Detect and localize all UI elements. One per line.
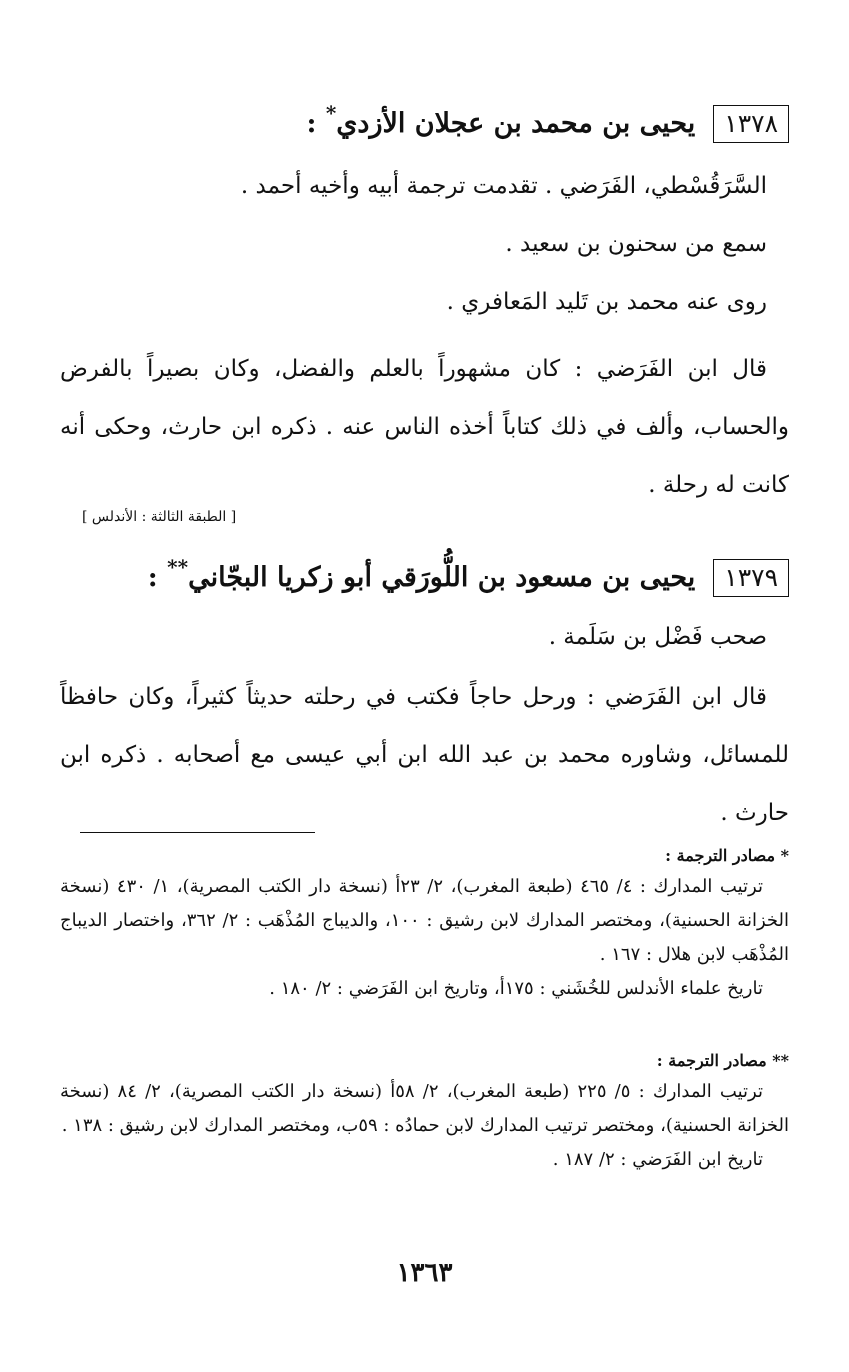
footnote-rule [80,832,315,833]
body-line: صحب فَضْل بن سَلَمة . [548,624,767,650]
entry-1378 [60,101,789,144]
sources-paragraph: ترتيب المدارك : ٤/ ٤٦٥ (طبعة المغرب)، ٢/ ٢٣أ (نسخة دار الكتب المصرية)، ١/ ٤٣٠ (نسخة الخزانة الحسنية)، ومختصر المدارك لابن رشيق : ١٠٠، والديباج المُذْهَب : ٢/ ٣٦٢، واختصار الديباج المُذْهَب لابن هلال : ١٦٧ . [60,876,789,965]
body-line: روى عنه محمد بن تَليد المَعافري . [446,289,767,315]
entry-title [147,555,696,598]
body-paragraph: قال ابن الفَرَضي : كان مشهوراً بالعلم والفضل، وكان بصيراً بالفرض والحساب، وألف في ذلك كتاباً أخذه الناس عنه . ذكره ابن حارث، وحكى أنه كانت له رحلة . [60,356,789,498]
sources-heading: * مصادر الترجمة : [665,846,789,865]
entry-name: يحيى بن محمد بن عجلان الأزدي [336,108,696,139]
entry-1378-heading [60,101,789,144]
sources-2 [60,1047,789,1177]
sources-1 [60,842,789,1006]
entry-number-box: ١٣٧٩ [713,559,789,597]
heading-colon: : [147,562,158,593]
body-line: السَّرَقُسْطي، الفَرَضي . تقدمت ترجمة أبيه وأخيه أحمد . [240,173,767,199]
sources-line: تاريخ علماء الأندلس للخُشَني : ١٧٥أ، وتاريخ ابن الفَرَضي : ٢/ ١٨٠ . [269,978,763,999]
footnote-mark: ** [167,555,189,579]
entry-number-box: ١٣٧٨ [713,105,789,143]
sources-line: تاريخ ابن الفَرَضي : ٢/ ١٨٧ . [552,1149,763,1170]
footnote-mark: * [325,101,337,125]
body-paragraph: قال ابن الفَرَضي : ورحل حاجاً فكتب في رحلته حديثاً كثيراً، وكان حافظاً للمسائل، وشاوره محمد بن عبد الله ابن أبي عيسى مع أصحابه . ذكره ابن حارث . [60,684,789,826]
entry-1379-paragraph-block [60,668,789,842]
entry-1378-body [60,157,789,331]
body-line: سمع من سحنون بن سعيد . [505,231,767,257]
sources-paragraph: ترتيب المدارك : ٥/ ٢٢٥ (طبعة المغرب)، ٢/ ٥٨أ (نسخة دار الكتب المصرية)، ٢/ ٨٤ (نسخة الخزانة الحسنية)، ومختصر ترتيب المدارك لابن حمادُه : ٥٩ب، ومختصر المدارك لابن رشيق : ١٣٨ . [60,1081,789,1136]
sources-heading: ** مصادر الترجمة : [656,1051,789,1070]
entry-1379-heading [60,555,789,598]
entry-1379-body [60,608,789,666]
section-tag: [ الطبقة الثالثة : الأندلس ] [82,509,237,525]
page-number: ١٣٦٣ [396,1258,453,1288]
entry-name: يحيى بن مسعود بن اللُّورَقي أبو زكريا البجّاني [188,562,696,593]
heading-colon: : [306,108,317,139]
entry-1379 [60,555,789,598]
entry-title [306,101,696,144]
entry-1378-paragraph-block [60,340,789,514]
